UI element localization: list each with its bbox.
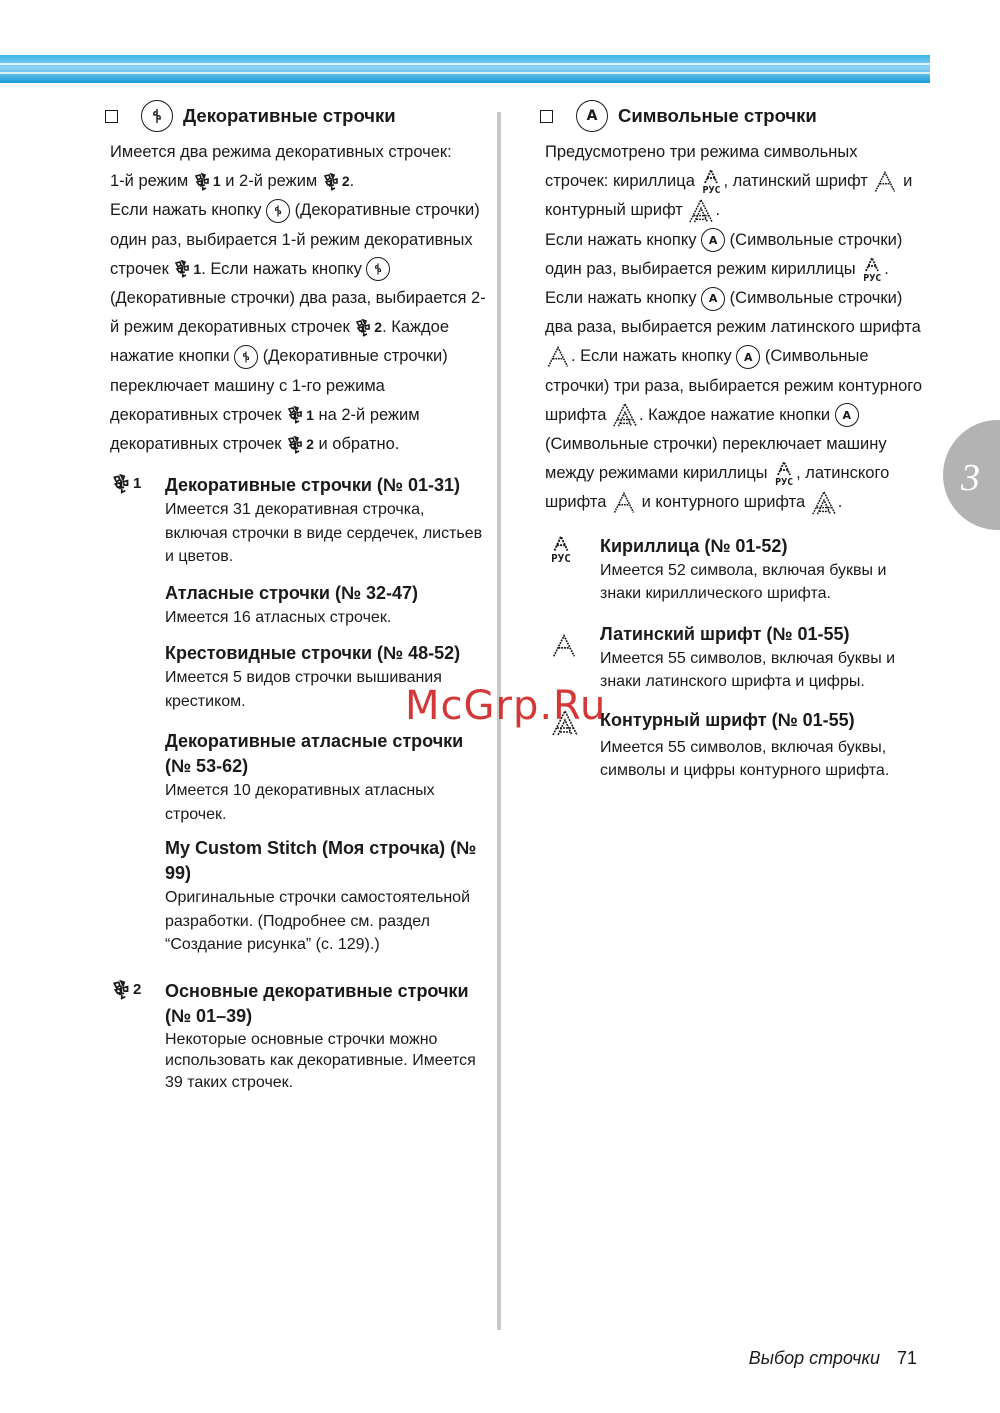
category-desc: Оригинальные строчки самостоятельной разработки. (Подробнее см. раздел “Создание рисунка” (с. 129).) bbox=[165, 889, 470, 954]
category-title: Декоративные атласные строчки (№ 53-62) bbox=[165, 731, 464, 777]
outline-font-icon bbox=[810, 489, 838, 517]
section-title: Декоративные строчки bbox=[183, 105, 396, 126]
mode2-icon bbox=[354, 318, 374, 338]
category-desc: Имеется 31 декоративная строчка, включая строчки в виде сердечек, листьев и цветов. bbox=[165, 501, 483, 566]
character-stitch-button-icon: A bbox=[736, 345, 760, 369]
decorative-intro: Имеется два режима декоративных строчек: 1-й режим 1 и 2-й режим 2. Если нажать кнопку (Декоративные строчки) один раз, выбирается 1-й режим декоративных строчек 1. Если нажать кнопку (Декоративные строчки) два раза, выбирается 2-й режим декоративных строчек 2. Каждое нажатие кнопки (Декоративные строчки) переключает машину с 1-го режима декоративных строчек 1 на 2-й режим декоративных строчек 2 и обратно. bbox=[110, 143, 486, 454]
mode2-icon bbox=[322, 172, 342, 192]
intro-text: и контурного шрифта bbox=[641, 493, 806, 512]
character-stitches-column bbox=[540, 100, 925, 783]
outline-font-icon bbox=[611, 401, 639, 429]
intro-text: Имеется два режима декоративных строчек: bbox=[110, 143, 452, 161]
bullet-square-icon bbox=[540, 110, 553, 123]
category-desc: Имеется 52 символа, включая буквы и знаки кириллического шрифта. bbox=[600, 561, 887, 603]
page-footer bbox=[749, 1348, 917, 1369]
category-desc: Имеется 55 символов, включая буквы, символы и цифры контурного шрифта. bbox=[600, 738, 890, 780]
character-stitch-button-icon: A bbox=[701, 287, 725, 311]
latin-font-icon bbox=[872, 169, 898, 195]
watermark: McGrp.Ru bbox=[405, 683, 607, 729]
chapter-number: 3 bbox=[961, 457, 980, 499]
category-title: Крестовидные строчки (№ 48-52) bbox=[165, 643, 461, 664]
intro-text: Если нажать кнопку bbox=[545, 230, 697, 249]
intro-text: , латинского шрифта bbox=[545, 464, 890, 512]
page-number: 71 bbox=[896, 1348, 917, 1368]
character-section-heading bbox=[540, 100, 925, 132]
intro-text: . Каждое нажатие кнопки bbox=[639, 405, 831, 424]
category-desc: Имеется 10 декоративных атласных строчек. bbox=[165, 782, 435, 823]
mode2-group bbox=[105, 979, 490, 1094]
stitch-category bbox=[165, 979, 490, 1094]
character-stitch-button-icon: A bbox=[576, 100, 608, 132]
decorative-stitch-button-icon bbox=[141, 100, 173, 132]
latin-font-icon bbox=[611, 490, 637, 516]
cyrillic-icon bbox=[699, 168, 723, 195]
intro-text: , латинский шрифт bbox=[723, 172, 868, 191]
chapter-tab bbox=[943, 420, 1000, 530]
category-title: Атласные строчки (№ 32-47) bbox=[165, 582, 419, 603]
intro-text: . bbox=[837, 493, 843, 512]
rus-label: РУС bbox=[863, 272, 882, 284]
intro-text: . bbox=[715, 201, 721, 220]
cyrillic-icon bbox=[548, 534, 574, 564]
intro-text: (Символьные строчки) три раза, выбирается режим контурного шрифта bbox=[545, 347, 923, 424]
category-desc: Некоторые основные строчки можно использовать как декоративные. Имеется 39 таких строчек. bbox=[165, 1030, 476, 1091]
rus-label: РУС bbox=[551, 551, 571, 565]
intro-text: (Символьные строчки) переключает машину между режимами кириллицы bbox=[545, 435, 887, 483]
cyrillic-icon bbox=[860, 256, 884, 283]
mode1-icon bbox=[286, 405, 306, 425]
section-title: Символьные строчки bbox=[618, 105, 817, 126]
mode1-icon bbox=[193, 172, 213, 192]
intro-text: (Декоративные строчки) один раз, выбирается 1-й режим декоративных строчек bbox=[110, 201, 480, 278]
decorative-stitch-button-icon bbox=[266, 199, 290, 223]
category-title: Декоративные строчки (№ 01-31) bbox=[165, 475, 461, 496]
intro-text: и контурный шрифт bbox=[545, 172, 913, 220]
outline-font-icon bbox=[687, 197, 715, 225]
category-desc: Имеется 5 видов строчки вышивания крестиком. bbox=[165, 669, 442, 710]
intro-text: (Символьные строчки) один раз, выбирается режим кириллицы bbox=[545, 230, 903, 278]
intro-text: . Если нажать кнопку bbox=[571, 347, 732, 366]
font-category-text bbox=[600, 708, 925, 783]
stitch-category bbox=[165, 729, 490, 826]
intro-text: (Декоративные строчки) переключает машину с 1-го режима декоративных строчек bbox=[110, 347, 448, 424]
stitch-category bbox=[165, 473, 490, 569]
character-intro bbox=[545, 138, 925, 518]
intro-text: (Декоративные строчки) два раза, выбирается 2-й режим декоративных строчек bbox=[110, 289, 486, 337]
intro-text: и обратно. bbox=[318, 435, 400, 454]
latin-font-icon bbox=[545, 344, 571, 370]
intro-text: Предусмотрено три режима символьных строчек: кириллица bbox=[545, 143, 858, 191]
category-title: My Custom Stitch (Моя строчка) (№ 99) bbox=[165, 838, 477, 884]
bullet-square-icon bbox=[105, 110, 118, 123]
font-category bbox=[540, 534, 925, 606]
category-title: Контурный шрифт (№ 01-55) bbox=[600, 709, 855, 730]
category-title: Кириллица (№ 01-52) bbox=[600, 535, 788, 556]
decorative-stitch-button-icon bbox=[366, 257, 390, 281]
decorative-section-heading bbox=[105, 100, 490, 132]
intro-text: . Каждое нажатие кнопки bbox=[110, 318, 450, 366]
category-title: Латинский шрифт (№ 01-55) bbox=[600, 623, 850, 644]
mode2-icon bbox=[286, 435, 306, 455]
category-desc: Имеется 16 атласных строчек. bbox=[165, 608, 392, 626]
intro-text: и 2-й режим bbox=[225, 172, 318, 191]
stitch-category bbox=[165, 581, 490, 630]
intro-text: . bbox=[349, 172, 355, 191]
rus-label: РУС bbox=[702, 185, 721, 197]
decorative-stitch-button-icon bbox=[234, 345, 258, 369]
stitch-category bbox=[165, 836, 490, 957]
intro-text: . Если нажать кнопку bbox=[545, 259, 889, 308]
mode1-icon bbox=[173, 259, 193, 279]
character-stitch-button-icon: A bbox=[701, 228, 725, 252]
intro-text: Если нажать кнопку bbox=[110, 201, 262, 220]
intro-text: на 2-й режим декоративных строчек bbox=[110, 405, 420, 454]
cyrillic-icon bbox=[772, 460, 796, 487]
rus-label: РУС bbox=[775, 477, 794, 489]
category-desc: Имеется 55 символов, включая буквы и знаки латинского шрифта и цифры. bbox=[600, 649, 896, 691]
font-category-text bbox=[600, 534, 925, 606]
mode1-icon: 1 bbox=[111, 473, 141, 495]
font-category-text bbox=[600, 622, 925, 694]
character-stitch-button-icon: A bbox=[835, 403, 859, 427]
intro-text: . Если нажать кнопку bbox=[201, 259, 362, 278]
decorative-stitches-column bbox=[105, 100, 490, 1093]
footer-section-name: Выбор строчки bbox=[748, 1348, 880, 1368]
header-band bbox=[0, 55, 930, 83]
category-title: Основные декоративные строчки (№ 01–39) bbox=[165, 980, 469, 1026]
intro-text: 1-й режим bbox=[110, 172, 189, 191]
intro-text: (Символьные строчки) два раза, выбирается режим латинского шрифта bbox=[545, 289, 921, 337]
mode2-icon: 2 bbox=[111, 979, 141, 1001]
latin-font-icon bbox=[550, 632, 578, 665]
